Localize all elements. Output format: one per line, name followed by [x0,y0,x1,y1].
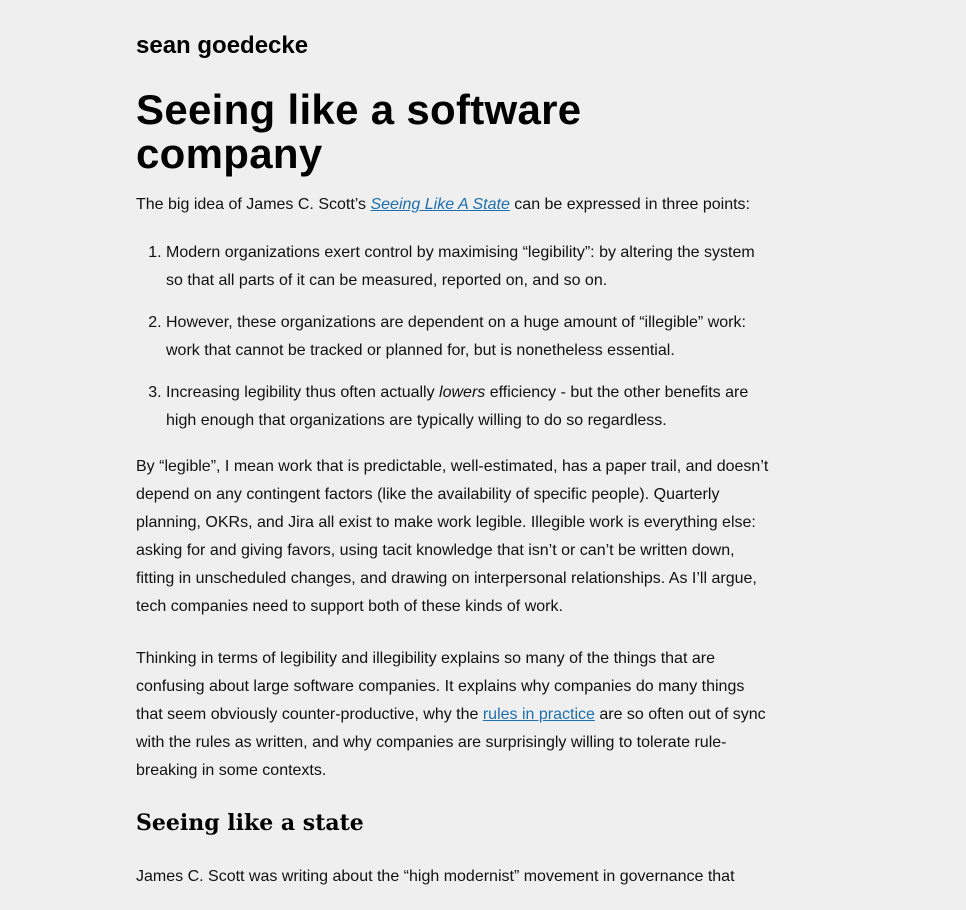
legibility-explains-paragraph [136,645,772,785]
intro-text-before: The big idea of James C. Scott’s [136,196,371,213]
list-item-text-before: Increasing legibility thus often actually [166,384,440,401]
post-title [136,88,772,176]
site-title[interactable]: sean goedecke [136,32,309,59]
section-heading: Seeing like a state [136,810,364,836]
post-title-line-2: company [136,130,323,177]
list-item: 1. Modern organizations exert control by maximising “legibility”: by altering the system so that all parts of it can be measured, reported on, and so on. [166,239,772,295]
intro-text-after: can be expressed in three points: [509,196,750,213]
seeing-like-a-state-link-text: Seeing Like A State [370,196,510,213]
intro-paragraph [136,191,772,219]
post-title-line-1: Seeing like a software [136,86,582,133]
legible-definition-paragraph: By “legible”, I mean work that is predictable, well-estimated, has a paper trail, and doesn’t depend on any contingent factors (like the availability of specific people). Quarterly planning, OKRs, and Jira all exist to make work legible. Illegible work is everything else: asking for and giving favors, using tacit knowledge that isn’t or can’t be written down, fitting in unscheduled changes, and drawing on interpersonal relationships. As I’ll argue, tech companies need to support both of these kinds of work. [136,458,769,615]
article-page [136,0,772,891]
paragraph-text-before: Thinking in terms of legibility and illegibility explains so many of the things that are confusing about large software companies. It explains why companies do many things that seem obviously counter-productive, why the [136,650,745,723]
rules-in-practice-link[interactable]: rules in practice [482,706,595,723]
list-item-emphasis: lowers [439,384,486,401]
list-item: 2. However, these organizations are dependent on a huge amount of “illegible” work: work that cannot be tracked or planned for, but is nonetheless essential. [166,309,772,365]
three-points-list [136,239,772,435]
paragraph-text-after: are so often out of sync with the rules as written, and why companies are surprisingly willing to tolerate rule-breaking in some contexts. [136,706,766,779]
list-item-text-after: efficiency - but the other benefits are high enough that organizations are typically willing to do so regardless. [166,384,749,429]
seeing-like-a-state-link[interactable] [370,196,509,213]
section-first-paragraph: James C. Scott was writing about the “high modernist” movement in governance that [136,868,735,885]
list-item [166,379,772,435]
